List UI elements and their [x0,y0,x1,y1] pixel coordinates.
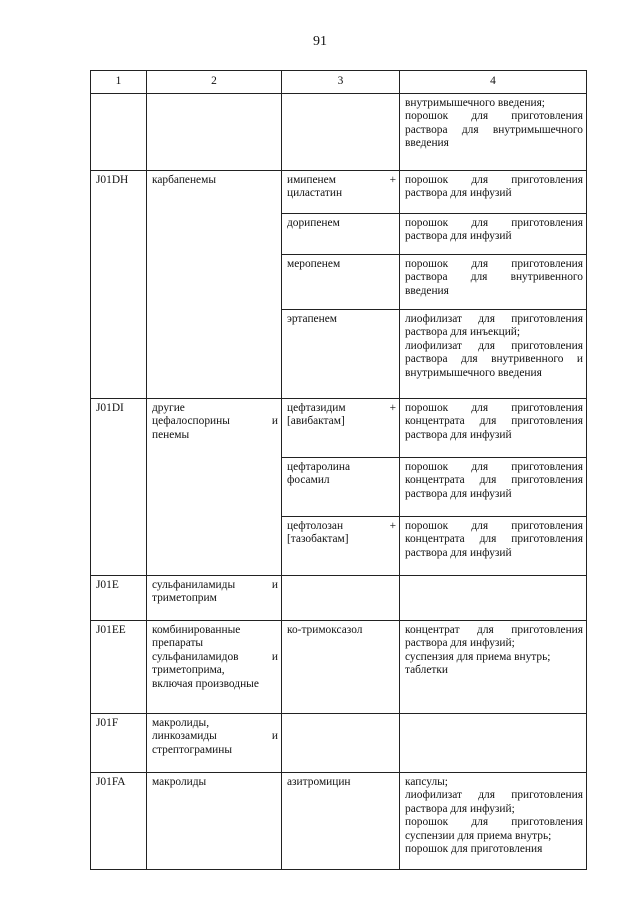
group-name-cell [147,399,282,576]
dosage-form-line: раствора для инфузий [405,187,512,200]
header-col-1: 1 [91,71,147,94]
dosage-form-line: порошок для приготовления [405,174,583,186]
dosage-form-cell [400,94,587,171]
drug-name-cell [282,576,400,621]
drug-name-line: цефтаролина [287,461,351,473]
drug-name-line: меропенем [287,258,341,270]
dosage-form-line: порошок для приготовления [405,258,583,270]
dosage-form-line: порошок для приготовления [405,461,583,473]
dosage-form-line: лиофилизат для приготовления [405,789,583,802]
dosage-form-line: порошок для приготовления [405,520,583,532]
dosage-form-line: раствора для инфузий [405,428,512,441]
group-name-cell [147,171,282,399]
drug-name-cell [282,773,400,870]
group-name-line: линкозамиды и [152,730,278,743]
drug-name-cell [282,621,400,714]
dosage-form-cell [400,714,587,773]
group-name-cell [147,94,282,171]
dosage-form-cell [400,214,587,255]
dosage-form-cell [400,517,587,576]
dosage-form-line: раствора для инфузий; [405,637,515,650]
group-name-line: включая производные [152,677,259,690]
group-name-line: триметоприма, [152,664,225,677]
atc-code-cell: J01DH [91,171,147,399]
dosage-form-line: порошок для приготовления [405,110,583,123]
dosage-form-line: суспензии для приема внутрь; [405,829,552,842]
drug-name-line: фосамил [287,474,330,487]
drug-name-cell [282,310,400,399]
dosage-form-cell [400,773,587,870]
dosage-form-cell [400,310,587,399]
dosage-form-line: порошок для приготовления [405,843,543,856]
dosage-form-line: таблетки [405,664,449,677]
header-col-4: 4 [400,71,587,94]
group-name-line: стрептограмины [152,743,233,756]
dosage-form-line: порошок для приготовления [405,816,583,829]
group-name-line: триметоприм [152,592,217,605]
drug-name-cell [282,714,400,773]
group-name-line: препараты [152,637,204,650]
drug-name-line: дорипенем [287,217,340,229]
dosage-form-line: порошок для приготовления [405,402,583,414]
table-row [91,94,587,171]
group-name-cell [147,714,282,773]
table-row [91,621,587,714]
group-name-line: макролиды [152,776,207,788]
drug-name-line: цефтолозан + [287,520,396,532]
page-number: 91 [313,34,327,49]
dosage-form-line: концентрата для приготовления [405,415,583,428]
dosage-form-line: раствора для инъекций; [405,326,521,339]
dosage-form-line: введения [405,284,449,297]
atc-code-cell: J01F [91,714,147,773]
dosage-form-cell [400,255,587,310]
drug-name-line: [авибактам] [287,415,345,428]
atc-code-cell: J01EE [91,621,147,714]
table-row [91,399,587,458]
dosage-form-cell [400,621,587,714]
dosage-form-line: введения [405,137,449,150]
drug-name-line: имипенем + [287,174,396,186]
drug-name-cell [282,171,400,214]
drug-name-cell [282,399,400,458]
dosage-form-line: суспензия для приема внутрь; [405,650,551,663]
group-name-line: карбапенемы [152,174,216,186]
dosage-form-line: раствора для внутримышечного [405,123,583,136]
dosage-form-line: раствора для инфузий [405,487,512,500]
dosage-form-line: внутримышечного введения [405,366,542,379]
dosage-form-line: раствора для инфузий; [405,802,515,815]
header-col-3: 3 [282,71,400,94]
dosage-form-cell [400,576,587,621]
dosage-form-line: лиофилизат для приготовления [405,339,583,352]
header-col-2: 2 [147,71,282,94]
table-row [91,714,587,773]
dosage-form-line: порошок для приготовления [405,217,583,229]
drug-name-line: циластатин [287,187,343,200]
drug-name-cell [282,255,400,310]
group-name-cell [147,773,282,870]
dosage-form-line: капсулы; [405,776,448,788]
table-row [91,576,587,621]
drug-name-cell [282,214,400,255]
drug-table [90,70,587,870]
group-name-line: пенемы [152,428,190,441]
dosage-form-cell [400,399,587,458]
dosage-form-line: концентрата для приготовления [405,474,583,487]
dosage-form-cell [400,458,587,517]
dosage-form-line: внутримышечного введения; [405,97,545,109]
atc-code-cell: J01DI [91,399,147,576]
dosage-form-line: концентрата для приготовления [405,533,583,546]
atc-code-cell: J01FA [91,773,147,870]
group-name-line: сульфаниламиды и [152,579,278,591]
dosage-form-line: раствора для инфузий [405,546,512,559]
atc-code-cell [91,94,147,171]
dosage-form-line: лиофилизат для приготовления [405,313,583,325]
dosage-form-line: раствора для внутривенного [405,271,583,284]
group-name-cell [147,621,282,714]
group-name-cell [147,576,282,621]
drug-name-line: [тазобактам] [287,533,349,546]
dosage-form-line: раствора для внутривенного и [405,353,583,366]
group-name-line: макролиды, [152,717,210,729]
drug-name-line: эртапенем [287,313,337,325]
group-name-line: другие [152,402,185,414]
drug-name-cell [282,458,400,517]
table-row [91,171,587,214]
drug-name-line: ко-тримоксазол [287,624,363,636]
group-name-line: сульфаниламидов и [152,650,278,663]
atc-code-cell: J01E [91,576,147,621]
drug-name-line: цефтазидим + [287,402,396,414]
group-name-line: комбинированные [152,624,241,636]
drug-name-cell [282,517,400,576]
dosage-form-line: раствора для инфузий [405,230,512,243]
drug-name-line: азитромицин [287,776,351,788]
table-row [91,773,587,870]
table-header-row [91,71,587,94]
dosage-form-cell [400,171,587,214]
dosage-form-line: концентрат для приготовления [405,624,583,636]
group-name-line: цефалоспорины и [152,415,278,428]
drug-name-cell [282,94,400,171]
